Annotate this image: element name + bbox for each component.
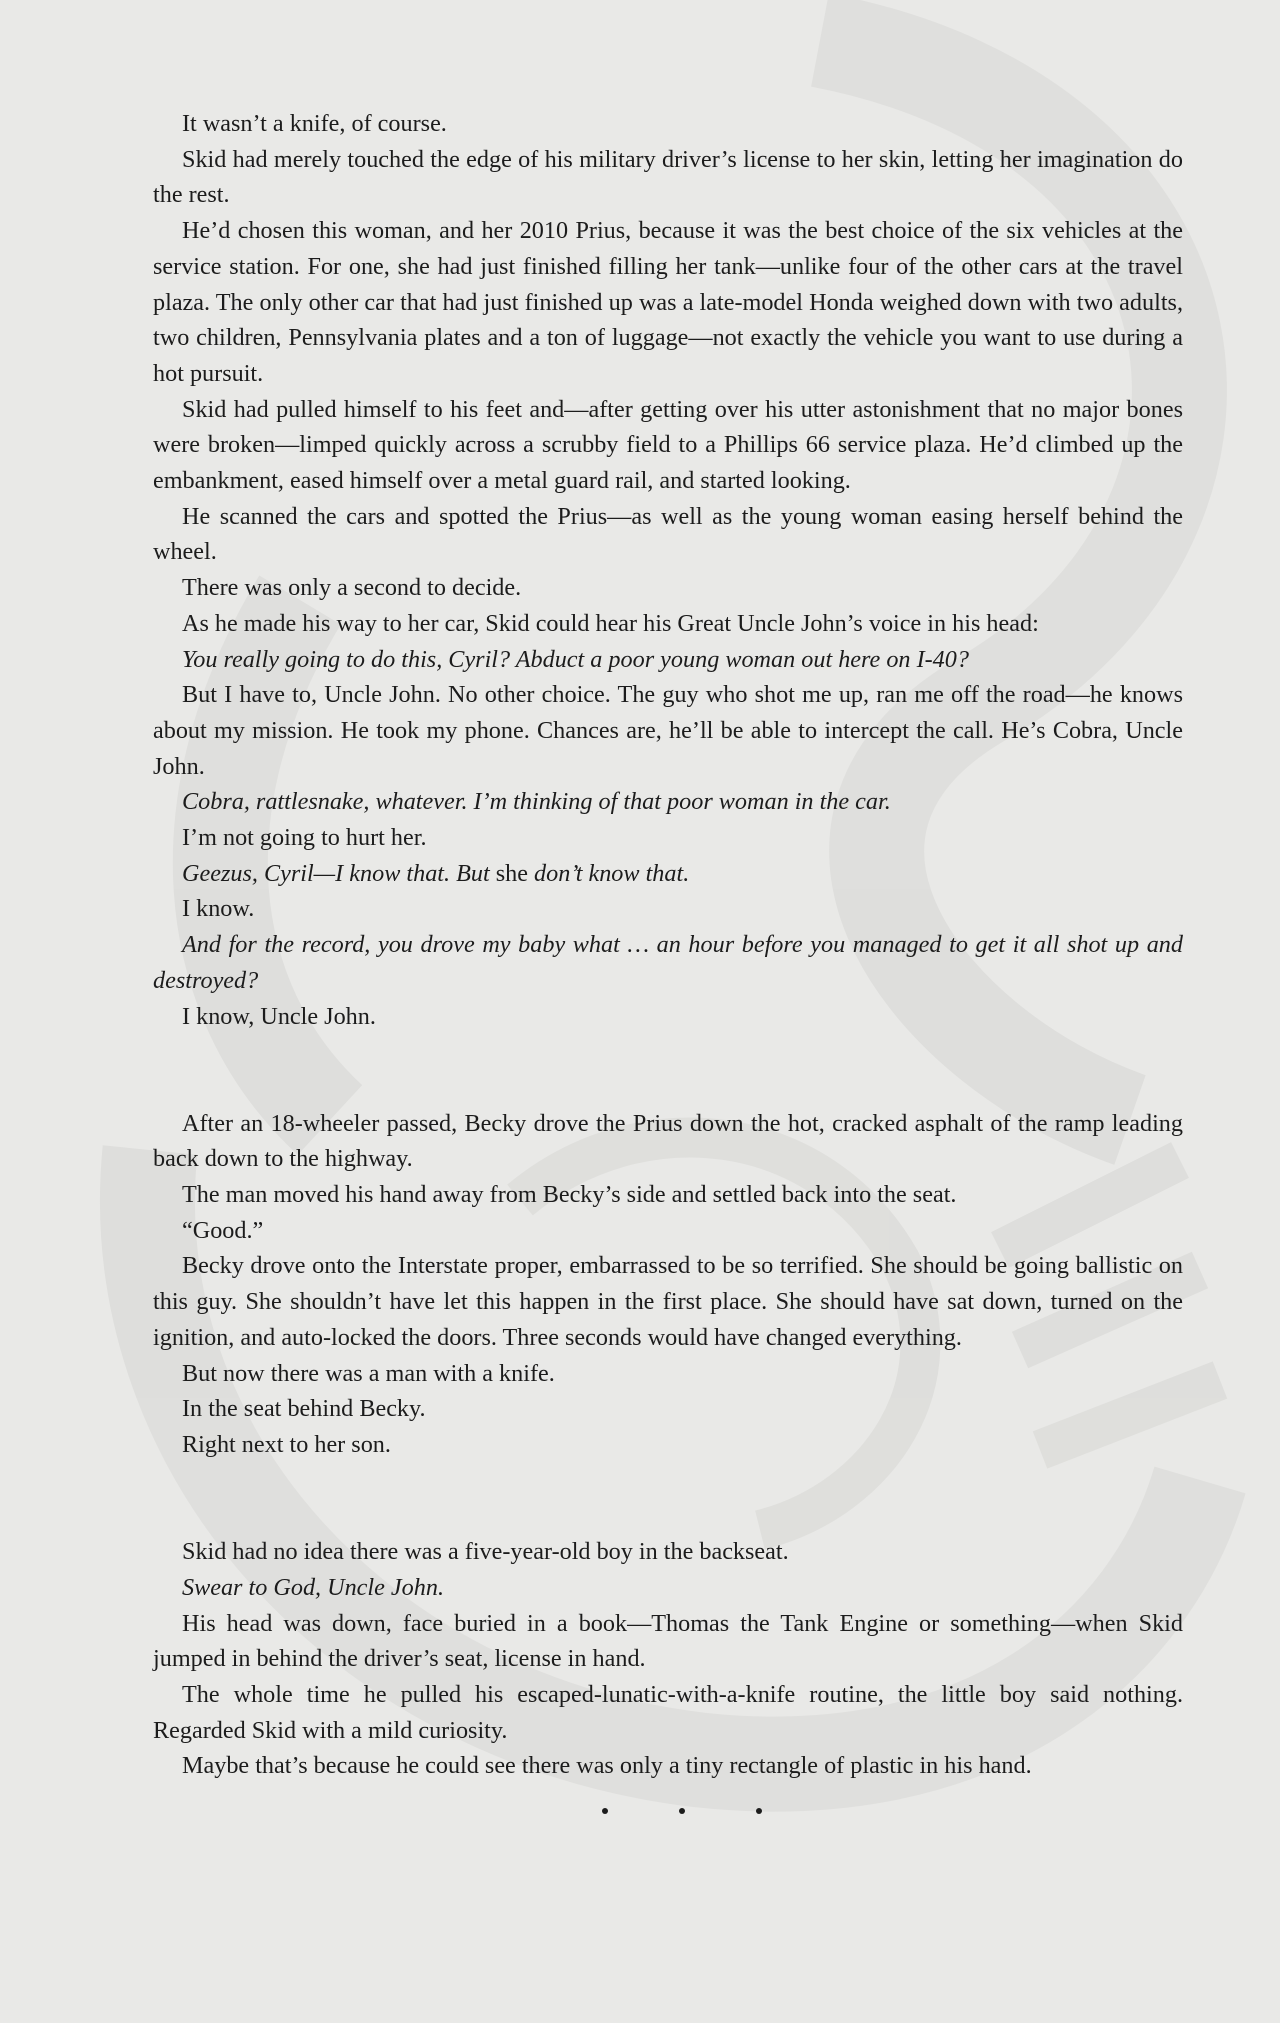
paragraph: Skid had no idea there was a five-year-old boy in the backseat. <box>182 1538 789 1566</box>
paragraph: But now there was a man with a knife. <box>182 1359 555 1387</box>
paragraph-inner-voice: Cobra, rattlesnake, whatever. I’m thinking of that poor woman in the car. <box>182 788 891 816</box>
paragraph: After an 18-wheeler passed, Becky drove the Prius down the hot, cracked asphalt of the ramp leading back down to the highway. <box>153 1109 1183 1173</box>
ornament-dot <box>679 1808 685 1814</box>
scene-break-ornament <box>153 1796 1183 1836</box>
ornament-dot <box>602 1808 608 1814</box>
section-break <box>153 1034 1183 1105</box>
paragraph: Right next to her son. <box>182 1431 391 1458</box>
paragraph: His head was down, face buried in a book—Thomas the Tank Engine or something—when Skid jumped in behind the driver’s seat, license in hand. <box>153 1609 1183 1673</box>
paragraph: Becky drove onto the Interstate proper, embarrassed to be so terrified. She should be going ballistic on this guy. She shouldn’t have let this happen in the first place. She should have sat down, turned on the ignition, and auto-locked the doors. Three seconds would have changed everything. <box>153 1252 1183 1351</box>
section-break <box>153 1463 1183 1534</box>
page-text <box>153 106 1183 1836</box>
paragraph: But I have to, Uncle John. No other choice. The guy who shot me up, ran me off the road—he knows about my mission. He took my phone. Chances are, he’ll be able to intercept the call. He’s Cobra, Uncle John. <box>153 681 1183 780</box>
paragraph-inner-voice: Swear to God, Uncle John. <box>182 1573 444 1601</box>
paragraph-inner-voice: You really going to do this, Cyril? Abduct a poor young woman out here on I-40? <box>182 645 969 673</box>
ornament-dot <box>756 1808 762 1814</box>
paragraph: Skid had merely touched the edge of his military driver’s license to her skin, letting her imagination do the rest. <box>153 145 1183 209</box>
paragraph: In the seat behind Becky. <box>182 1395 426 1423</box>
paragraph: Skid had pulled himself to his feet and—after getting over his utter astonishment that no major bones were broken—limped quickly across a scrubby field to a Phillips 66 service plaza. He’d climbed up the embankment, eased himself over a metal guard rail, and started looking. <box>153 395 1183 495</box>
paragraph: He’d chosen this woman, and her 2010 Prius, because it was the best choice of the six vehicles at the service station. For one, she had just finished filling her tank—unlike four of the other cars at the travel plaza. The only other car that had just finished up was a late-model Honda weighed down with two adults, two children, Pennsylvania plates and a ton of luggage—not exactly the vehicle you want to use during a hot pursuit. <box>153 217 1183 387</box>
paragraph: He scanned the cars and spotted the Prius—as well as the young woman easing herself behind the wheel. <box>153 502 1183 566</box>
paragraph: The man moved his hand away from Becky’s side and settled back into the seat. <box>182 1181 957 1209</box>
paragraph: It wasn’t a knife, of course. <box>182 110 447 137</box>
italic-run: don’t know that. <box>534 859 690 887</box>
paragraph: I’m not going to hurt her. <box>182 824 427 852</box>
italic-run: Geezus, Cyril—I know that. But <box>182 859 496 887</box>
paragraph: “Good.” <box>182 1216 264 1244</box>
paragraph: There was only a second to decide. <box>182 574 522 602</box>
section-becky-driving <box>153 1106 1183 1463</box>
paragraph-inner-voice: And for the record, you drove my baby what … an hour before you managed to get it all shot up and destroyed? <box>153 931 1183 994</box>
paragraph: Maybe that’s because he could see there was only a tiny rectangle of plastic in his hand. <box>182 1752 1032 1780</box>
paragraph-inner-voice-mixed <box>153 856 1183 892</box>
section-boy-backseat <box>153 1534 1183 1784</box>
paragraph: I know, Uncle John. <box>182 1002 376 1030</box>
paragraph: I know. <box>182 895 255 923</box>
paragraph: As he made his way to her car, Skid could hear his Great Uncle John’s voice in his head: <box>182 609 1039 637</box>
roman-run: she <box>495 859 528 887</box>
section-skid-abduction <box>153 106 1183 1034</box>
paragraph: The whole time he pulled his escaped-lunatic-with-a-knife routine, the little boy said nothing. Regarded Skid with a mild curiosity. <box>153 1680 1183 1744</box>
